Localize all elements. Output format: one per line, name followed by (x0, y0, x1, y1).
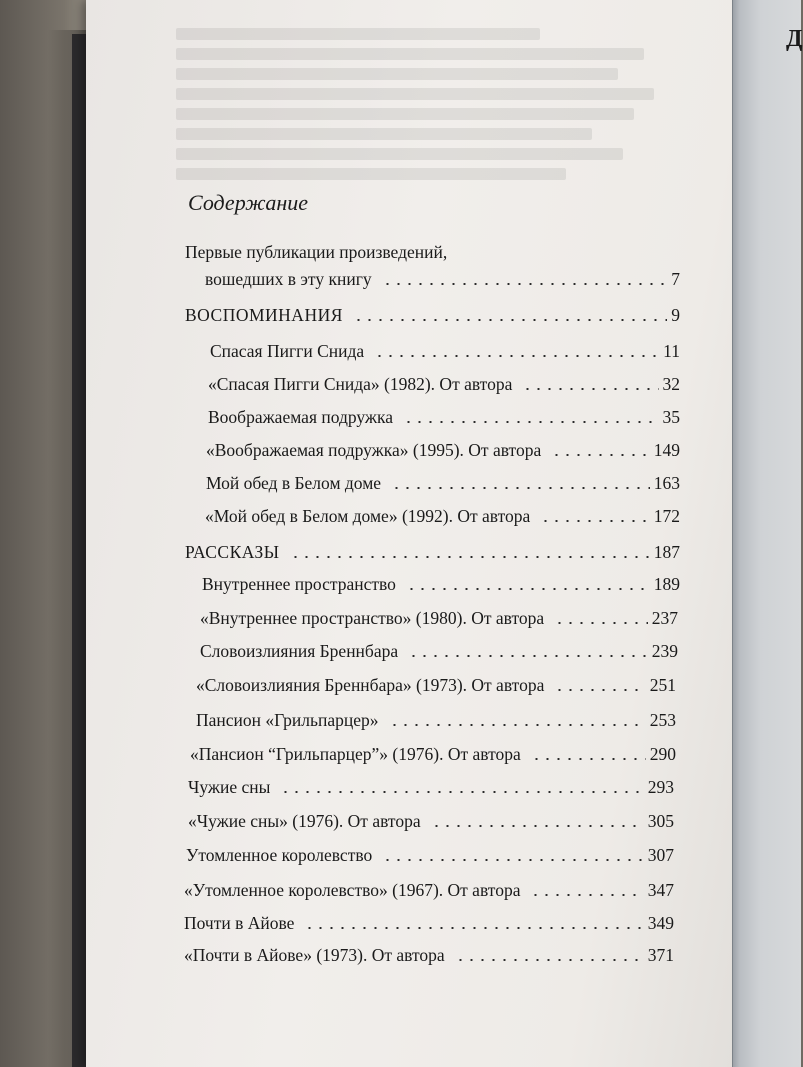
leader-dots (389, 724, 646, 726)
toc-entry-label: Спасая Пигги Снида (210, 341, 365, 361)
facing-page (732, 0, 801, 1067)
toc-entry (188, 804, 674, 832)
toc-entry (208, 367, 680, 395)
toc-entry-label: «Словоизлияния Бреннбара» (1973). От автора (196, 675, 545, 695)
leader-dots (304, 927, 643, 929)
toc-entry (196, 703, 676, 731)
toc-intro-line: Первые публикации произведений, (185, 242, 448, 262)
leader-dots (522, 388, 658, 390)
toc-entry-page: 349 (647, 913, 674, 933)
toc-entry-label: ВОСПОМИНАНИЯ (185, 305, 343, 325)
toc-entry (202, 567, 680, 595)
toc-entry-label: Чужие сны (188, 777, 271, 797)
toc-entry-label: «Спасая Пигги Снида» (1982). От автора (208, 374, 513, 394)
toc-entry (184, 906, 674, 934)
toc-entry-page: 9 (671, 305, 680, 325)
toc-entry-page: 253 (649, 710, 676, 730)
toc-entry-label: Воображаемая подружка (208, 407, 394, 427)
toc-entry (206, 466, 680, 494)
leader-dots (531, 758, 646, 760)
toc-entry-page: 239 (651, 641, 678, 661)
toc-entry-page: 293 (647, 777, 674, 797)
toc-entry-page: 237 (651, 608, 678, 628)
toc-entry-label: «Мой обед в Белом доме» (1992). От автора (205, 506, 531, 526)
toc-entry-label: «Внутреннее пространство» (1980). От автора (200, 608, 545, 628)
toc-entry-page: 35 (662, 407, 680, 427)
toc-entry (184, 873, 674, 901)
toc-entry-label: Словоизлияния Бреннбара (200, 641, 399, 661)
toc-entry (196, 668, 676, 696)
toc-entry-label: Почти в Айове (184, 913, 295, 933)
toc-entry-page: 307 (647, 845, 674, 865)
leader-dots (530, 894, 643, 896)
leader-dots (406, 588, 650, 590)
toc-entry (184, 938, 674, 966)
show-through-text (176, 20, 696, 270)
toc-entry (188, 770, 674, 798)
leader-dots (540, 520, 649, 522)
leader-dots (290, 556, 650, 558)
toc-title: Содержание (188, 190, 309, 215)
toc-entry (200, 634, 678, 662)
leader-dots (280, 791, 643, 793)
leader-dots (408, 655, 648, 657)
toc-entry-label: Утомленное королевство (186, 845, 373, 865)
leader-dots (455, 959, 644, 961)
leader-dots (353, 319, 667, 321)
toc-entry (190, 737, 676, 765)
toc-entry-page: 32 (662, 374, 680, 394)
toc-entry-label: РАССКАЗЫ (185, 542, 280, 562)
toc-entry-page: 11 (663, 341, 680, 361)
leader-dots (554, 622, 648, 624)
leader-dots (431, 825, 644, 827)
toc-entry-page: 305 (647, 811, 674, 831)
toc-entry-page: 189 (653, 574, 680, 594)
toc-entry (200, 601, 678, 629)
toc-section-heading (185, 535, 680, 563)
toc-entry-label: Внутреннее пространство (202, 574, 396, 594)
leader-dots (382, 283, 668, 285)
leader-dots (403, 421, 658, 423)
toc-entry (186, 838, 674, 866)
toc-entry-label: «Воображаемая подружка» (1995). От автора (206, 440, 542, 460)
toc-entry-label: Мой обед в Белом доме (206, 473, 382, 493)
toc-entry-page: 347 (647, 880, 674, 900)
toc-entry-page: 163 (653, 473, 680, 493)
toc-entry-page: 149 (653, 440, 680, 460)
toc-entry (205, 262, 680, 290)
leader-dots (391, 487, 650, 489)
toc-entry-page: 7 (671, 269, 680, 289)
toc-entry-page: 251 (649, 675, 676, 695)
toc-entry-label: «Почти в Айове» (1973). От автора (184, 945, 445, 965)
toc-entry-page: 290 (649, 744, 676, 764)
toc-entry-page: 371 (647, 945, 674, 965)
leader-dots (554, 689, 645, 691)
leader-dots (551, 454, 650, 456)
facing-page-letter: Д (786, 26, 803, 52)
toc-entry (210, 334, 680, 362)
toc-entry-label: «Утомленное королевство» (1967). От автора (184, 880, 521, 900)
toc-section-heading (185, 298, 680, 326)
toc-entry-page: 172 (653, 506, 680, 526)
toc-entry-label: Пансион «Грильпарцер» (196, 710, 379, 730)
toc-entry-label: «Чужие сны» (1976). От автора (188, 811, 421, 831)
toc-entry (208, 400, 680, 428)
toc-entry-label: «Пансион “Грильпарцер”» (1976). От автора (190, 744, 521, 764)
toc-entry-label: вошедших в эту книгу (205, 269, 372, 289)
book-spine (72, 34, 86, 1067)
leader-dots (382, 859, 644, 861)
toc-entry-page: 187 (653, 542, 680, 562)
toc-entry (205, 499, 680, 527)
toc-entry (206, 433, 680, 461)
leader-dots (374, 355, 659, 357)
